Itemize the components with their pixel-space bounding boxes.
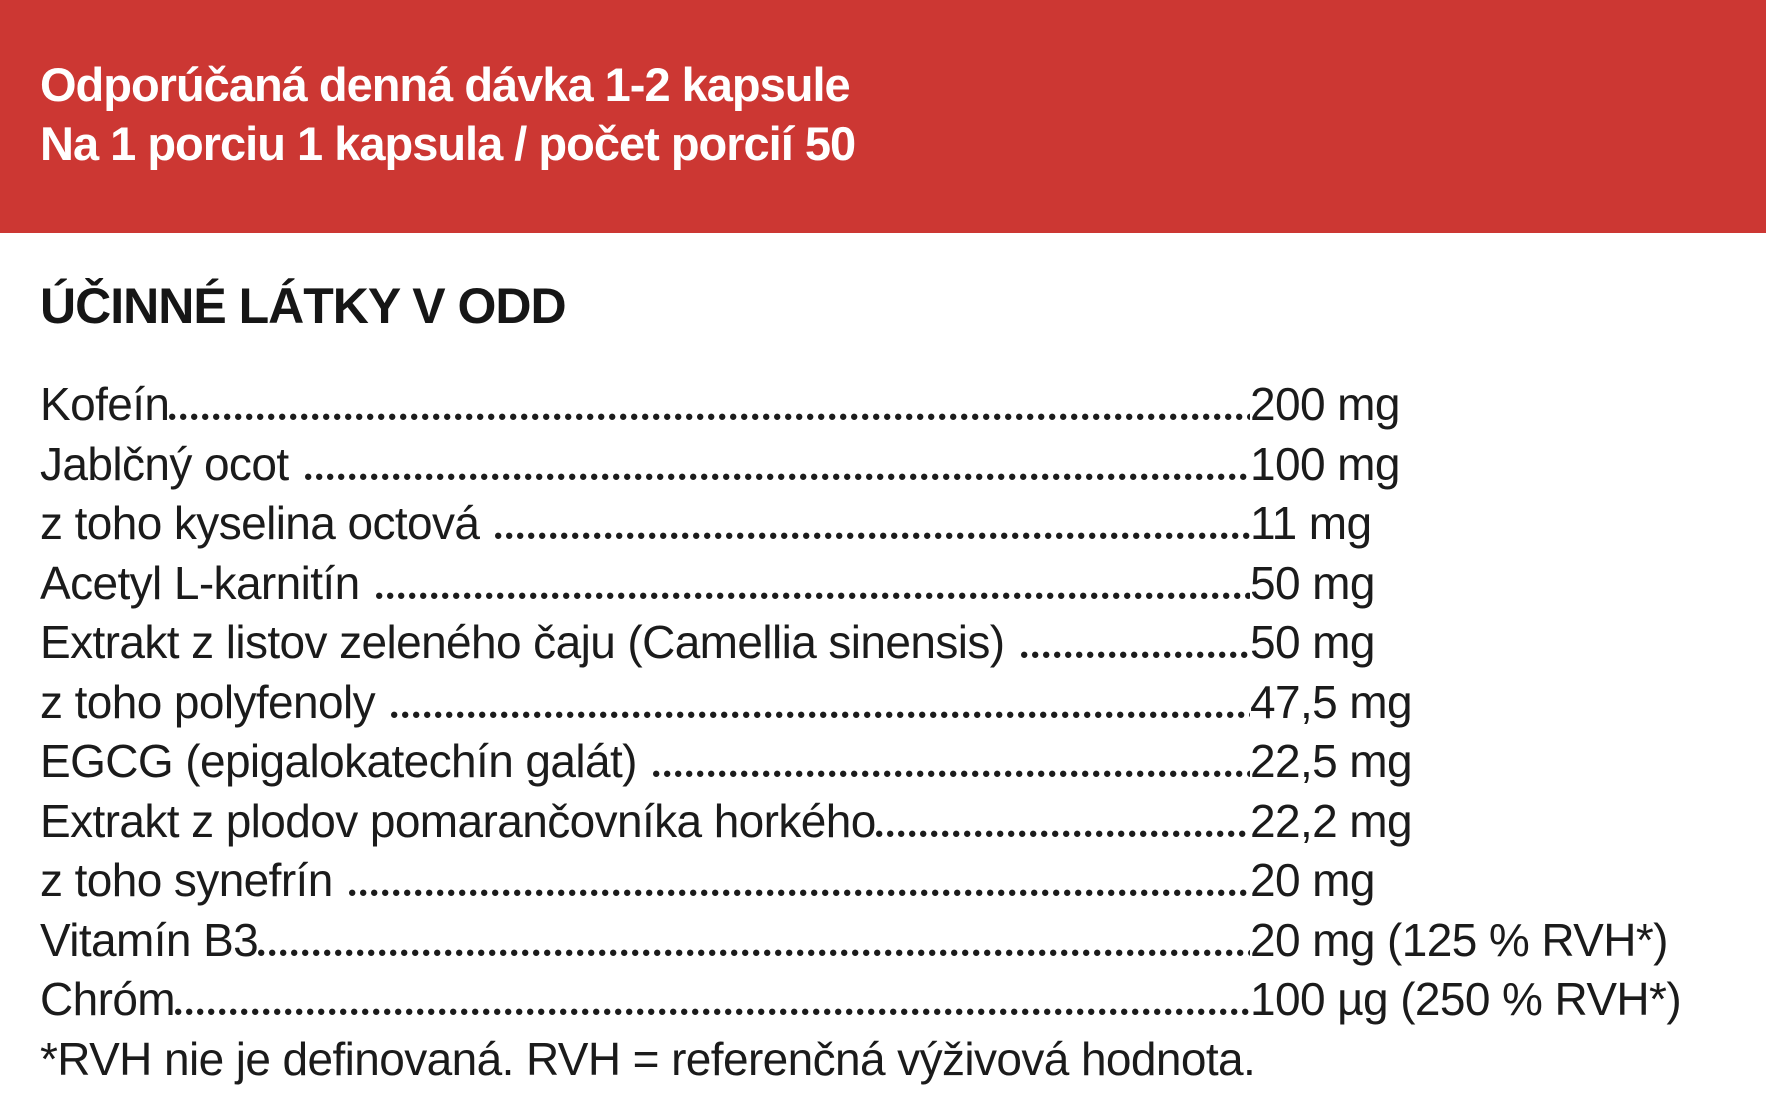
ingredient-row	[40, 375, 1730, 435]
dot-leader	[376, 592, 1250, 599]
ingredient-row	[40, 673, 1730, 733]
dot-leader	[349, 889, 1250, 896]
ingredient-name: EGCG (epigalokatechín galát)	[40, 735, 637, 787]
ingredient-row	[40, 435, 1730, 495]
dot-leader	[391, 711, 1250, 718]
ingredient-name: z toho synefrín	[40, 854, 333, 906]
dosage-banner	[0, 0, 1766, 233]
ingredient-amount: 200 mg	[1250, 378, 1400, 430]
ingredient-amount: 100 mg	[1250, 437, 1400, 490]
ingredients-list	[40, 375, 1730, 1030]
ingredient-amount: 50 mg	[1250, 616, 1375, 668]
ingredient-name: Acetyl L-karnitín	[40, 556, 360, 609]
ingredient-name: Kofeín	[40, 378, 170, 430]
ingredient-name: Vitamín B3	[40, 913, 259, 966]
ingredient-row	[40, 911, 1730, 971]
ingredient-lead	[40, 435, 1250, 495]
dot-leader	[258, 949, 1250, 956]
ingredient-lead	[40, 375, 1250, 435]
ingredient-lead	[40, 494, 1250, 554]
ingredient-row	[40, 732, 1730, 792]
dot-leader	[169, 413, 1250, 420]
dot-leader	[653, 770, 1250, 777]
ingredient-row	[40, 554, 1730, 614]
ingredient-lead	[40, 911, 1250, 971]
ingredient-amount: 20 mg	[1250, 854, 1375, 906]
ingredient-row	[40, 494, 1730, 554]
ingredient-amount: 100 µg (250 % RVH*)	[1250, 973, 1682, 1025]
dosage-line-2: Na 1 porciu 1 kapsula / počet porcií 50	[40, 117, 856, 170]
rvh-footnote: *RVH nie je definovaná. RVH = referenčná výživová hodnota.	[40, 1032, 1256, 1085]
ingredient-name: z toho kyselina octová	[40, 497, 480, 549]
ingredient-amount: 22,5 mg	[1250, 735, 1413, 787]
dot-leader	[1021, 651, 1250, 658]
ingredient-amount: 50 mg	[1250, 556, 1375, 609]
ingredient-name: Extrakt z listov zeleného čaju (Camellia sinensis)	[40, 616, 1005, 668]
dosage-line-1: Odporúčaná denná dávka 1-2 kapsule	[40, 58, 850, 111]
ingredient-name: z toho polyfenoly	[40, 675, 376, 728]
dot-leader	[495, 532, 1250, 539]
dot-leader	[175, 1008, 1250, 1015]
dot-leader	[305, 473, 1251, 480]
ingredient-lead	[40, 673, 1250, 733]
dot-leader	[876, 830, 1250, 837]
ingredient-row	[40, 970, 1730, 1030]
ingredient-amount: 47,5 mg	[1250, 675, 1413, 728]
ingredient-lead	[40, 554, 1250, 614]
ingredient-lead	[40, 792, 1250, 852]
ingredient-name: Jablčný ocot	[40, 437, 289, 490]
ingredient-row	[40, 851, 1730, 911]
active-ingredients-section	[0, 279, 1766, 1089]
ingredient-lead	[40, 732, 1250, 792]
ingredient-row	[40, 792, 1730, 852]
ingredient-lead	[40, 613, 1250, 673]
ingredient-lead	[40, 970, 1250, 1030]
ingredient-row	[40, 613, 1730, 673]
ingredient-amount: 20 mg (125 % RVH*)	[1250, 913, 1668, 966]
ingredient-amount: 11 mg	[1250, 497, 1372, 549]
ingredient-name: Extrakt z plodov pomarančovníka horkého	[40, 794, 876, 847]
ingredient-amount: 22,2 mg	[1250, 794, 1413, 847]
section-title: ÚČINNÉ LÁTKY V ODD	[40, 278, 566, 334]
ingredient-name: Chróm	[40, 973, 176, 1025]
ingredient-lead	[40, 851, 1250, 911]
